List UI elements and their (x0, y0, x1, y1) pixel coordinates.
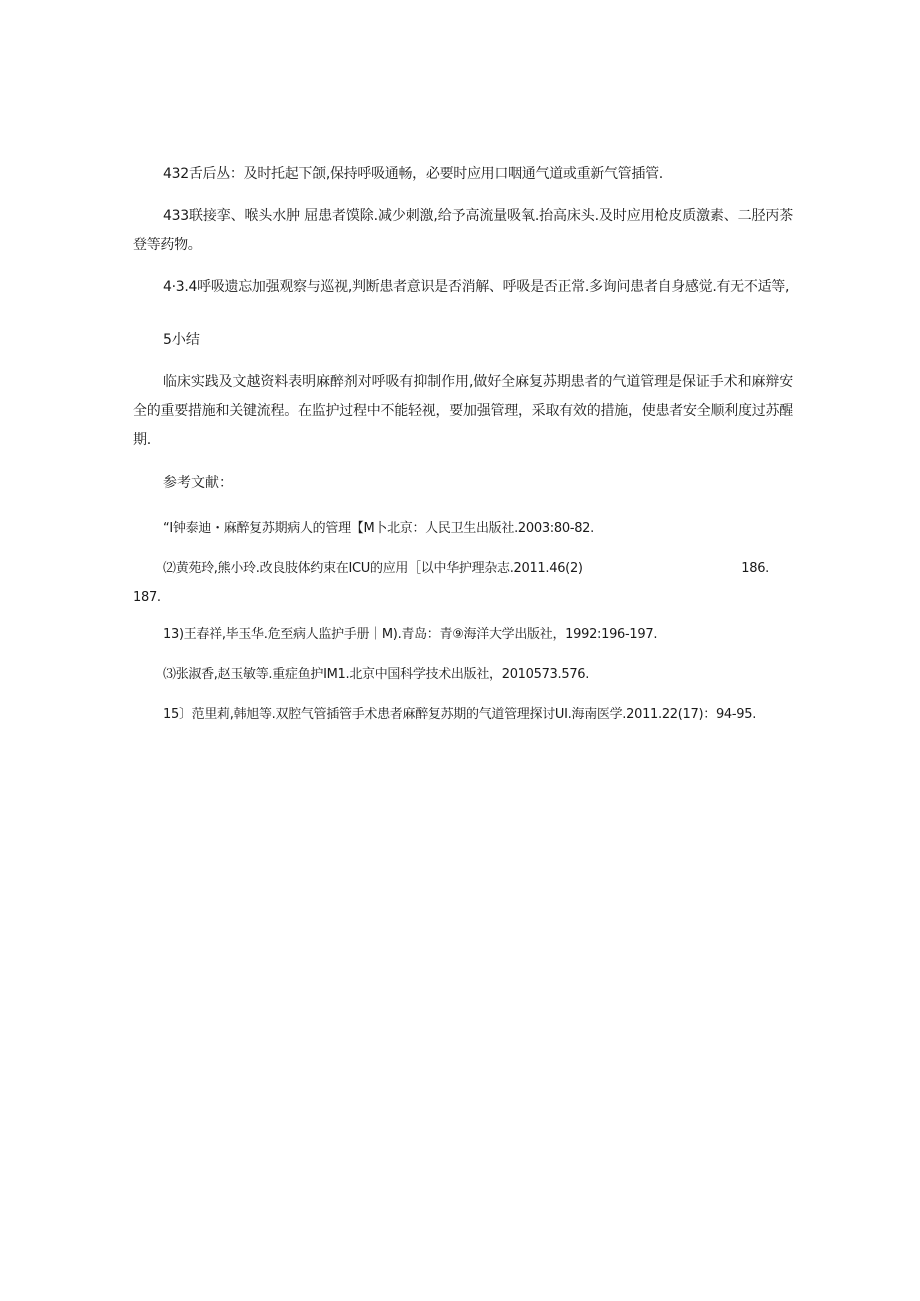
summary-paragraph: 临床实践及文越资料表明麻醉剂对呼吸有抑制作用,做好全麻复苏期患者的气道管理是保证手术和麻辩安全的重要措施和关键流程。在监护过程中不能轻视，要加强管理，采取有效的措施，使患者安全顺利度过苏醒期. (133, 374, 793, 448)
document-body (133, 160, 793, 740)
paragraph-4-3-3: 433联接挛、喉头水肿 屈患者馍除.减少刺激,给予高流量吸氧.抬高床头.及时应用枪皮质激素、二胫丙茶登等药物。 (133, 208, 793, 253)
reference-item-2-pages: 186. (741, 561, 769, 576)
reference-item-2 (133, 554, 793, 612)
paragraph-4-3-2: 432舌后丛：及时托起下颌,保持呼吸通畅，必要时应用口咽通气道或重新气管插管. (163, 166, 663, 182)
references-heading: 参考文献： (163, 475, 233, 491)
reference-item-4: ⑶张淑香,赵玉敏等.重症鱼护IM1.北京中国科学技术出版社，2010573.576. (163, 667, 590, 682)
reference-item-3: 13)王春祥,毕玉华.危至病人监护手册｜M).青岛：青⑨海洋大学出版社，1992:196-197. (163, 627, 658, 642)
section-heading-summary: 5小结 (163, 332, 200, 348)
reference-item-2-tail: 187. (133, 590, 161, 605)
reference-item-5: 15〕范里莉,韩旭等.双腔气管插管手术患者麻醉复苏期的气道管理探讨UI.海南医学.2011.22(17)：94-95. (163, 707, 757, 722)
reference-item-2-main: ⑵黄苑玲,熊小玲.改良肢体约束在ICU的应用［以中华护理杂志.2011.46(2) (163, 561, 583, 576)
paragraph-4-3-4: 4·3.4呼吸遗忘加强观察与巡视,判断患者意识是否消解、呼吸是否正常.多询问患者自身感觉.有无不适等, (163, 279, 790, 295)
reference-item-1: “I钟泰迪・麻醉复苏期病人的管理【M卜北京：人民卫生出版社.2003:80-82. (163, 521, 594, 536)
reference-list (133, 514, 793, 729)
